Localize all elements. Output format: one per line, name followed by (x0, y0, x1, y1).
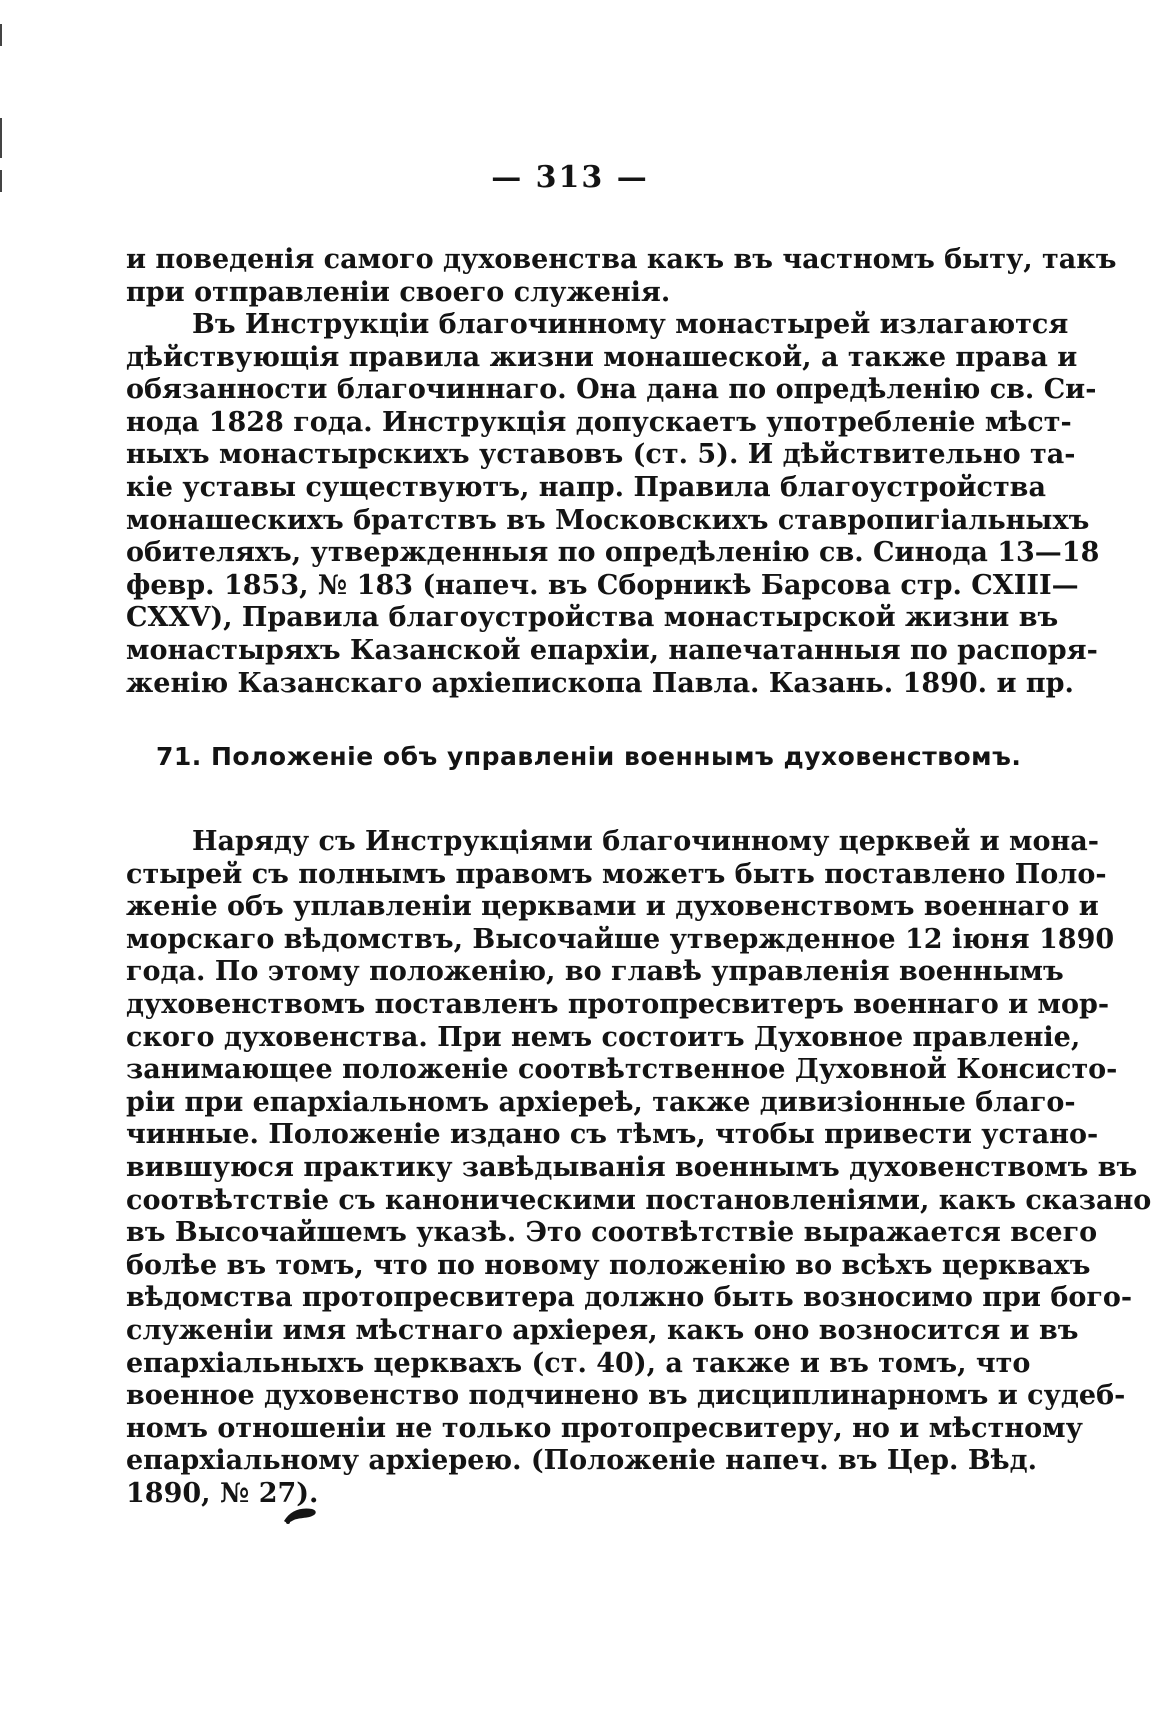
text-line: занимающее положеніе соотвѣтственное Духовной Консисто- (126, 1054, 1118, 1086)
page-number: — 313 — (491, 160, 649, 195)
text-line: при отправленіи своего служенія. (126, 276, 671, 308)
text-line: женіе объ уплавленіи церквами и духовенствомъ военнаго и (126, 891, 1099, 923)
end-ornament-icon (282, 1505, 318, 1525)
text-line: Въ Инструкціи благочинному монастырей излагаются (192, 309, 1069, 340)
text-line: вѣдомства протопресвитера должно быть возносимо при бого- (126, 1282, 1133, 1314)
text-line: ского духовенства. При немъ состоитъ Духовное правленіе, (126, 1021, 1081, 1053)
section-heading: 71. Положеніе объ управленіи военнымъ духовенствомъ. (156, 742, 1022, 771)
text-line: нода 1828 года. Инструкція допускаетъ употребленіе мѣст- (126, 406, 1072, 438)
text-line: военное духовенство подчинено въ дисциплинарномъ и судеб- (126, 1380, 1126, 1412)
text-line: чинные. Положеніе издано съ тѣмъ, чтобы привести устано- (126, 1119, 1099, 1151)
text-line: монастыряхъ Казанской епархіи, напечатанныя по распоря- (126, 634, 1098, 666)
text-line: стырей съ полнымъ правомъ можетъ быть поставлено Поло- (126, 858, 1107, 890)
text-line: Наряду съ Инструкціями благочинному церквей и мона- (192, 826, 1099, 857)
scan-edge-mark-top (0, 24, 2, 46)
text-line: 1890, № 27). (126, 1477, 319, 1509)
text-line: епархіальныхъ церквахъ (ст. 40), а также и въ томъ, что (126, 1347, 1031, 1379)
text-line: ріи при епархіальномъ архіереѣ, также дивизіонные благо- (126, 1086, 1076, 1118)
text-line: номъ отношеніи не только протопресвитеру, но и мѣстному (126, 1412, 1083, 1444)
text-line: кіе уставы существуютъ, напр. Правила благоустройства (126, 471, 1046, 503)
text-line: февр. 1853, № 183 (напеч. въ Сборникѣ Барсова стр. CXIII— (126, 569, 1079, 601)
text-line: вившуюся практику завѣдыванія военнымъ духовенствомъ въ (126, 1151, 1138, 1183)
text-line: обителяхъ, утвержденныя по опредѣленію св. Синода 13—18 (126, 537, 1100, 569)
text-line: ныхъ монастырскихъ уставовъ (ст. 5). И дѣйствительно та- (126, 439, 1076, 471)
text-line: обязанности благочиннаго. Она дана по опредѣленію св. Си- (126, 374, 1097, 406)
paragraph-military-clergy (126, 826, 1151, 1510)
text-line: морскаго вѣдомствъ, Высочайше утвержденное 12 іюня 1890 (126, 923, 1115, 955)
text-line: женію Казанскаго архіепископа Павла. Казань. 1890. и пр. (126, 667, 1074, 699)
text-line: духовенствомъ поставленъ протопресвитеръ военнаго и мор- (126, 988, 1110, 1020)
text-line: дѣйствующія правила жизни монашеской, а также права и (126, 341, 1078, 373)
text-line: CXXV), Правила благоустройства монастырской жизни въ (126, 602, 1059, 634)
text-line: служеніи имя мѣстнаго архіерея, какъ оно возносится и въ (126, 1314, 1079, 1346)
text-line: и поведенія самого духовенства какъ въ частномъ быту, такъ (126, 244, 1117, 275)
scan-edge-mark-middle (0, 118, 2, 158)
text-line: года. По этому положенію, во главѣ управленія военнымъ (126, 956, 1064, 988)
text-line: болѣе въ томъ, что по новому положенію во всѣхъ церквахъ (126, 1249, 1091, 1281)
paragraph-continuation (126, 244, 1117, 309)
text-line: епархіальному архіерею. (Положеніе напеч. въ Цер. Вѣд. (126, 1445, 1038, 1477)
paragraph-instruction-monasteries (126, 309, 1100, 700)
text-line: монашескихъ братствъ въ Московскихъ ставропигіальныхъ (126, 504, 1090, 536)
text-line: соотвѣтствіе съ каноническими постановленіями, какъ сказано (126, 1184, 1151, 1216)
text-line: въ Высочайшемъ указѣ. Это соотвѣтствіе выражается всего (126, 1217, 1098, 1249)
